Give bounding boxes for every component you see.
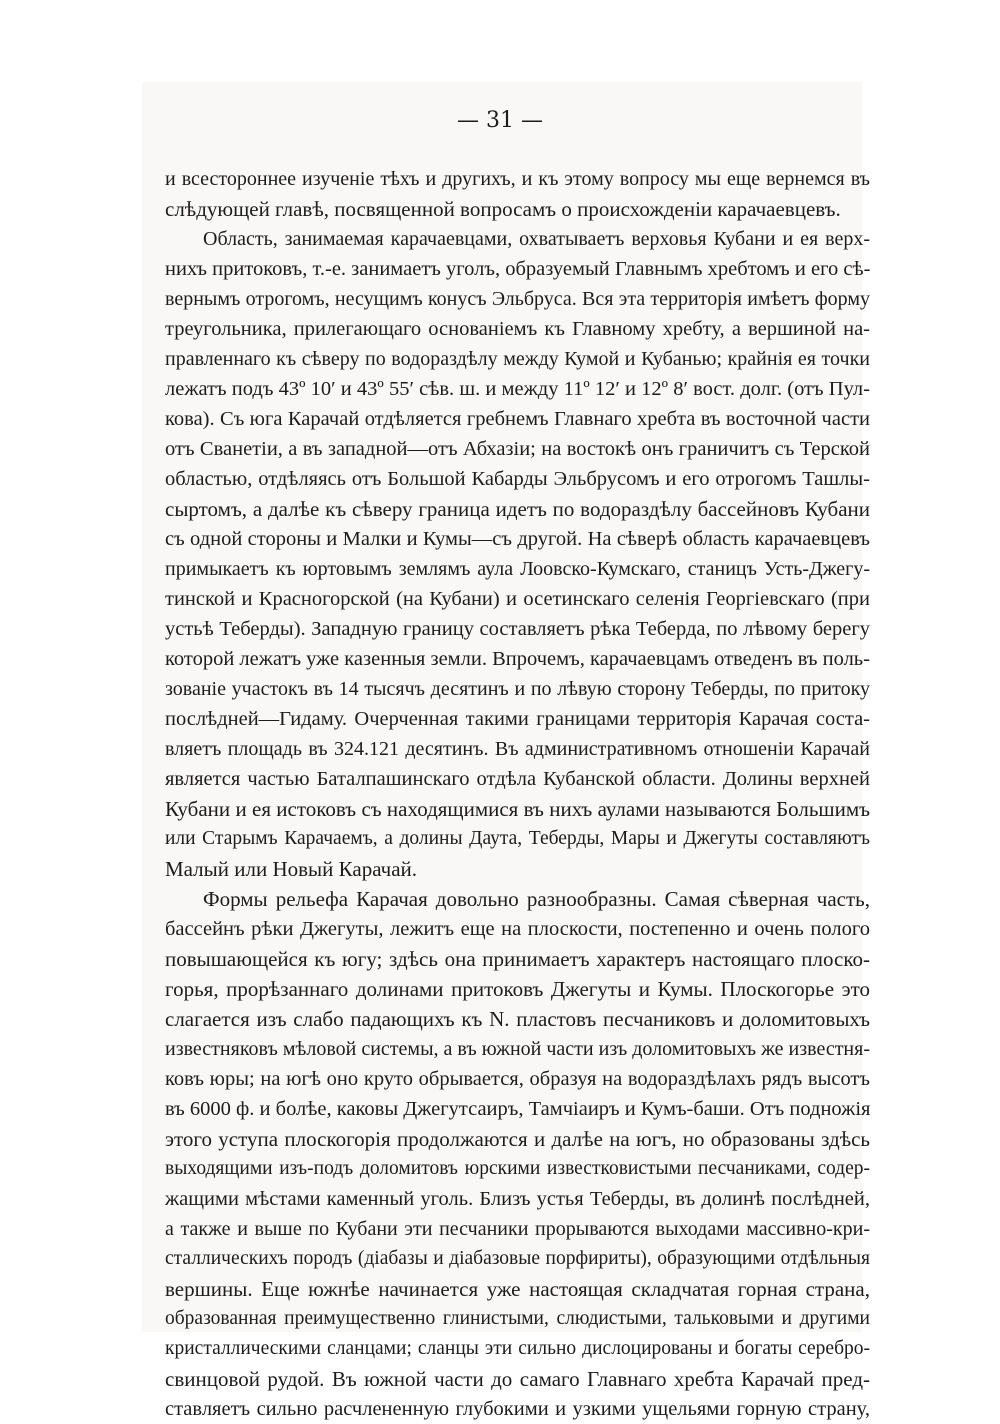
text-line: ковъ юры; на югѣ оно круто обрывается, образуя на водораздѣлахъ рядъ высотъ (165, 1068, 870, 1090)
text-line: повышающейся къ югу; здѣсь она принимаетъ характеръ настоящаго плоско- (165, 947, 870, 971)
text-line: въ 6000 ф. и болѣе, каковы Джегутсаиръ, Тамчіаиръ и Кумъ-баши. Отъ подножія (165, 1098, 871, 1120)
text-line: съ одной стороны и Малки и Кумы—съ другой. На сѣверѣ область карачаевцевъ (165, 528, 870, 550)
text-line: послѣдней—Гидаму. Очерченная такими границами территорія Карачая соста- (165, 708, 870, 730)
text-line: а также и выше по Кубани эти песчаники прорываются выходами массивно-кри- (165, 1218, 870, 1240)
text-line: устьѣ Теберды). Западную границу составляетъ рѣка Теберда, по лѣвому берегу (165, 618, 870, 640)
body-text (165, 164, 870, 1424)
text-line: горья, прорѣзаннаго долинами притоковъ Джегуты и Кумы. Плоскогорье это (165, 977, 870, 1001)
text-line: тинской и Красногорской (на Кубани) и осетинскаго селенія Георгіевскаго (при (165, 588, 870, 610)
text-line: слѣдующей главѣ, посвященной вопросамъ о происхожденіи карачаевцевъ. (165, 197, 841, 221)
text-line: слагается изъ слабо падающихъ къ N. пластовъ песчаниковъ и доломитовыхъ (165, 1007, 870, 1031)
text-line: известняковъ мѣловой системы, а въ южной части изъ доломитовыхъ же известня- (165, 1038, 870, 1060)
text-line: нихъ притоковъ, т.-е. занимаетъ уголъ, образуемый Главнымъ хребтомъ и его сѣ- (165, 258, 871, 280)
text-line: лежатъ подъ 43º 10′ и 43º 55′ сѣв. ш. и между 11º 12′ и 12º 8′ вост. долг. (отъ Пул- (165, 378, 870, 400)
text-line: областью, отдѣляясь отъ Большой Кабарды Эльбрусомъ и его отрогомъ Ташлы- (165, 468, 870, 490)
text-line: бассейнъ рѣки Джегуты, лежитъ еще на плоскости, постепенно и очень полого (165, 918, 870, 940)
page-number: — 31 — (457, 108, 543, 133)
text-line: ставляетъ сильно расчлененную глубокими и узкими ущельями горную страну, (165, 1398, 870, 1420)
text-line: отъ Сванетіи, а въ западной—отъ Абхазіи; на востокѣ онъ граничитъ съ Терской (165, 438, 870, 460)
text-line: которой лежатъ уже казенныя земли. Впрочемъ, карачаевцамъ отведенъ въ поль- (165, 648, 870, 670)
text-line: и всестороннее изученіе тѣхъ и другихъ, и къ этому вопросу мы еще вернемся въ (165, 168, 870, 190)
text-line: или Старымъ Карачаемъ, а долины Даута, Теберды, Мары и Джегуты составляютъ (165, 828, 870, 849)
text-line: кристаллическими сланцами; сланцы эти сильно дислоцированы и богаты серебро- (165, 1338, 870, 1359)
text-line: вершины. Еще южнѣе начинается уже настоящая складчатая горная страна, (165, 1277, 870, 1301)
text-line: Малый или Новый Карачай. (165, 857, 418, 881)
text-line: жащими мѣстами каменный уголь. Близъ устья Теберды, въ долинѣ послѣдней, (165, 1188, 870, 1210)
text-line: вернымъ отрогомъ, несущимъ конусъ Эльбруса. Вся эта территорія имѣетъ форму (165, 288, 870, 310)
text-line: свинцовой рудой. Въ южной части до самаго Главнаго хребта Карачай пред- (165, 1367, 870, 1391)
text-line: сыртомъ, а далѣе къ сѣверу граница идетъ по водораздѣлу бассейновъ Кубани (165, 497, 870, 521)
text-line: примыкаетъ къ юртовымъ землямъ аула Лоовско-Кумскаго, станицъ Усть-Джегу- (165, 558, 870, 580)
text-line: является частью Баталпашинскаго отдѣла Кубанской области. Долины верхней (165, 768, 870, 790)
text-line: треугольника, прилегающаго основаніемъ къ Главному хребту, а вершиной на- (165, 318, 870, 340)
text-line: правленнаго къ сѣверу по водораздѣлу между Кумой и Кубанью; крайнія ея точки (165, 348, 870, 370)
text-line: образованная преимущественно глинистыми, слюдистыми, тальковыми и другими (165, 1308, 870, 1329)
text-line: Формы рельефа Карачая довольно разнообразны. Самая сѣверная часть, (203, 887, 870, 911)
text-line: кова). Съ юга Карачай отдѣляется гребнемъ Главнаго хребта въ восточной части (165, 408, 870, 430)
text-line: Область, занимаемая карачаевцами, охватываетъ верховья Кубани и ея верх- (203, 228, 870, 250)
text-line: Кубани и ея истоковъ съ находящимися въ нихъ аулами называются Большимъ (165, 797, 870, 821)
text-line: этого уступа плоскогорія продолжаются и далѣе на югъ, но образованы здѣсь (165, 1127, 870, 1151)
text-line: выходящими изъ-подъ доломитовъ юрскими известковистыми песчаниками, содер- (165, 1158, 870, 1179)
text-line: сталлическихъ породъ (діабазы и діабазовые порфириты), образующими отдѣльныя (165, 1248, 870, 1269)
text-line: зованіе участокъ въ 14 тысячъ десятинъ и по лѣвую сторону Теберды, по притоку (165, 678, 870, 700)
text-line: вляетъ площадь въ 324.121 десятинъ. Въ административномъ отношеніи Карачай (165, 738, 870, 760)
